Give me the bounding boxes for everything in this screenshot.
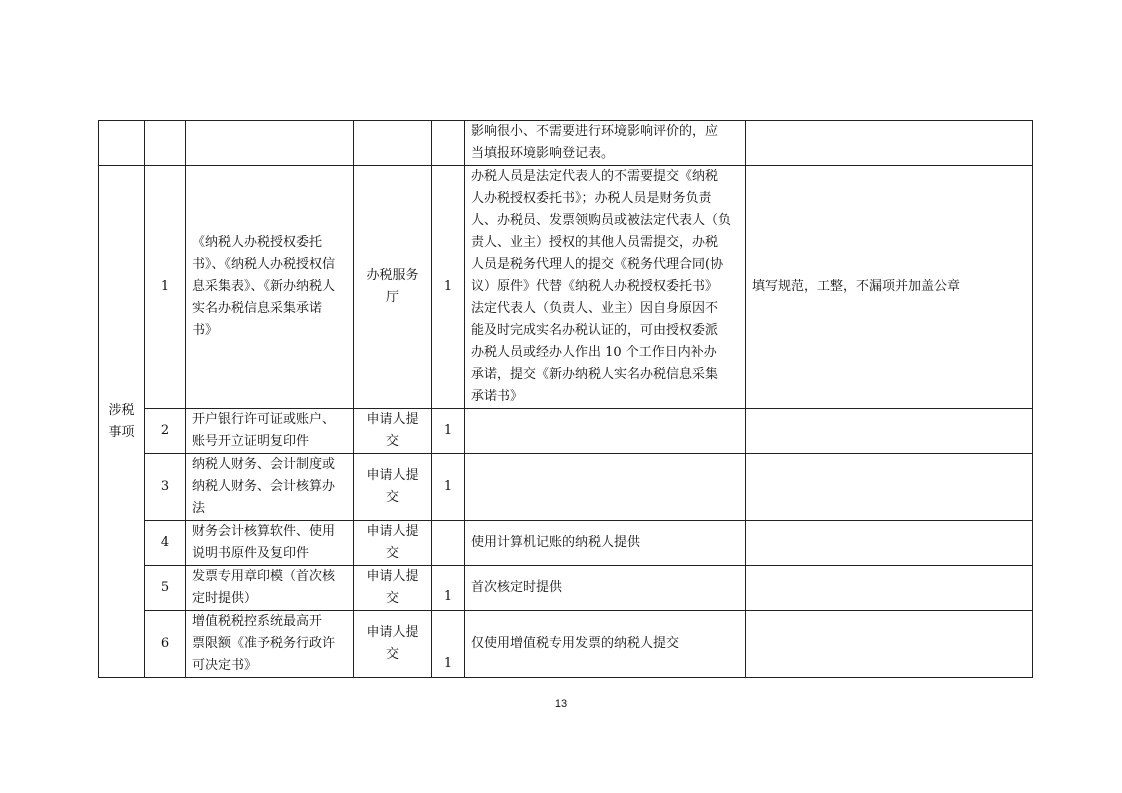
category-cell bbox=[99, 166, 145, 678]
number-cell bbox=[145, 521, 186, 566]
row-number: 3 bbox=[160, 479, 170, 494]
department-cell bbox=[354, 454, 432, 521]
row-number: 1 bbox=[160, 279, 170, 294]
note-cell bbox=[465, 566, 746, 611]
requirement-cell bbox=[746, 521, 1033, 566]
department-cell bbox=[354, 521, 432, 566]
material-name-cell bbox=[186, 521, 354, 566]
quantity-text: 1 bbox=[443, 656, 453, 671]
requirement-text: 填写规范，工整，不漏项并加盖公章 bbox=[752, 279, 961, 294]
note-cell bbox=[465, 611, 746, 678]
note-cell bbox=[465, 409, 746, 454]
material-name-cell bbox=[186, 611, 354, 678]
row-number: 4 bbox=[160, 535, 170, 550]
category-text: 涉税 事项 bbox=[108, 402, 135, 440]
number-cell bbox=[145, 611, 186, 678]
category-cell bbox=[99, 121, 145, 166]
quantity-cell bbox=[432, 409, 465, 454]
number-cell bbox=[145, 454, 186, 521]
continuation-row bbox=[99, 121, 1033, 166]
material-name-cell bbox=[186, 166, 354, 409]
department-text: 申请人提 交 bbox=[366, 412, 419, 449]
material-name: 财务会计核算软件、使用 说明书原件及复印件 bbox=[192, 524, 336, 561]
department-text: 申请人提 交 bbox=[366, 569, 419, 606]
material-name: 纳税人财务、会计制度或 纳税人财务、会计核算办 法 bbox=[192, 457, 336, 516]
quantity-cell bbox=[432, 454, 465, 521]
page-number: 13 bbox=[554, 698, 568, 710]
department-cell bbox=[354, 121, 432, 166]
requirement-cell bbox=[746, 454, 1033, 521]
row-number: 2 bbox=[160, 423, 170, 438]
material-name: 发票专用章印模（首次核 定时提供） bbox=[192, 569, 336, 606]
material-name: 开户银行许可证或账户、 账号开立证明复印件 bbox=[192, 412, 336, 449]
number-cell bbox=[145, 409, 186, 454]
material-name-cell bbox=[186, 566, 354, 611]
note-text: 仅使用增值税专用发票的纳税人提交 bbox=[471, 636, 680, 651]
table-row bbox=[99, 521, 1033, 566]
note-cell bbox=[465, 454, 746, 521]
number-cell bbox=[145, 121, 186, 166]
requirement-cell bbox=[746, 611, 1033, 678]
note-cell bbox=[465, 121, 746, 166]
table-row bbox=[99, 566, 1033, 611]
requirement-cell bbox=[746, 121, 1033, 166]
note-cell bbox=[465, 521, 746, 566]
department-cell bbox=[354, 611, 432, 678]
quantity-cell bbox=[432, 566, 465, 611]
material-name: 增值税税控系统最高开 票限额《准予税务行政许 可决定书》 bbox=[192, 614, 336, 673]
material-name-cell bbox=[186, 409, 354, 454]
quantity-text: 1 bbox=[443, 279, 453, 294]
note-text: 影响很小、不需要进行环境影响评价的，应 当填报环境影响登记表。 bbox=[471, 124, 719, 161]
note-cell bbox=[465, 166, 746, 409]
note-text: 使用计算机记账的纳税人提供 bbox=[471, 535, 641, 550]
department-text: 申请人提 交 bbox=[366, 524, 419, 561]
department-text: 申请人提 交 bbox=[366, 625, 419, 662]
requirement-cell bbox=[746, 566, 1033, 611]
requirement-cell bbox=[746, 409, 1033, 454]
requirement-cell bbox=[746, 166, 1033, 409]
material-name-cell bbox=[186, 454, 354, 521]
quantity-cell bbox=[432, 521, 465, 566]
number-cell bbox=[145, 166, 186, 409]
note-text: 首次核定时提供 bbox=[471, 580, 563, 595]
department-cell bbox=[354, 166, 432, 409]
quantity-text: 1 bbox=[443, 479, 453, 494]
materials-table bbox=[98, 120, 1033, 678]
number-cell bbox=[145, 566, 186, 611]
material-name-cell bbox=[186, 121, 354, 166]
quantity-cell bbox=[432, 611, 465, 678]
department-cell bbox=[354, 409, 432, 454]
material-name: 《纳税人办税授权委托 书》、《纳税人办税授权信 息采集表》、《新办纳税人 实名办税信息采集承诺 书》 bbox=[192, 235, 336, 338]
quantity-text: 1 bbox=[443, 423, 453, 438]
row-number: 6 bbox=[160, 636, 170, 651]
table-row bbox=[99, 454, 1033, 521]
quantity-cell bbox=[432, 166, 465, 409]
department-text: 办税服务 厅 bbox=[366, 268, 419, 305]
table-row bbox=[99, 409, 1033, 454]
note-text: 办税人员是法定代表人的不需要提交《纳税 人办税授权委托书》；办税人员是财务负责 人、办税员、发票领购员或被法定代表人（负 责人、业主）授权的其他人员需提交，办税 人员是税务代理人的提交《税务代理合同(协 议）原件》代替《纳税人办税授权委托书》 法定代表人（负责人、业主）因自身原因不 能及时完成实名办税认证的，可由授权委派 办税人员或经办人作出 10 个工作日内补办 承诺，提交《新办纳税人实名办税信息采集 承诺书》 bbox=[471, 169, 732, 404]
row-number: 5 bbox=[160, 580, 170, 595]
table-row bbox=[99, 166, 1033, 409]
department-cell bbox=[354, 566, 432, 611]
table-row bbox=[99, 611, 1033, 678]
quantity-text: 1 bbox=[443, 589, 453, 604]
department-text: 申请人提 交 bbox=[366, 468, 419, 505]
quantity-cell bbox=[432, 121, 465, 166]
